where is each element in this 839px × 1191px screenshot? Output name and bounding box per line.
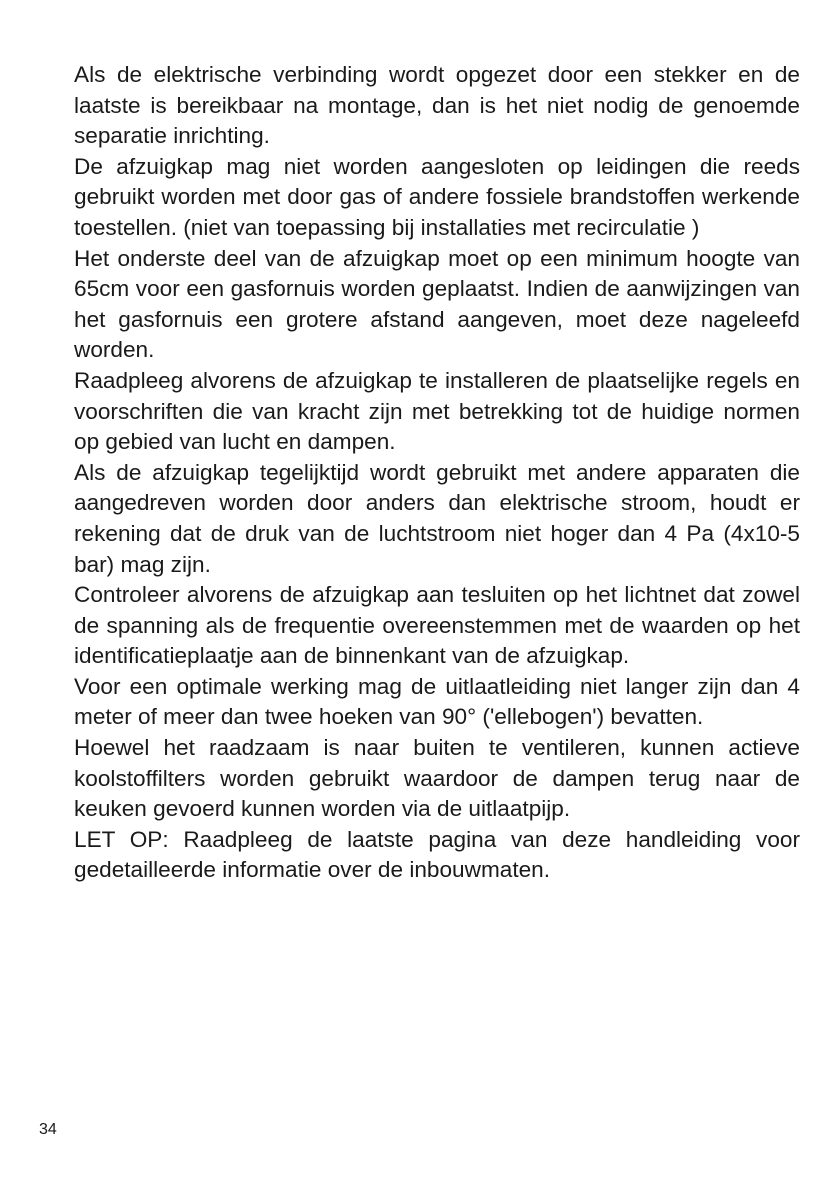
paragraph-local-regulations: Raadpleeg alvorens de afzuigkap te installeren de plaatselijke regels en voorschriften die van kracht zijn met betrekking tot de huidige normen op gebied van lucht en dampen.	[74, 367, 800, 455]
paragraph-electrical-connection: Als de elektrische verbinding wordt opgezet door een stekker en de laatste is bereikbaar na montage, dan is het niet nodig de genoemde separatie inrichting.	[74, 62, 800, 149]
paragraph-gas-ducts: De afzuigkap mag niet worden aangesloten op leidingen die reeds gebruikt worden met door gas of andere fossiele brandstoffen werkende toestellen. (niet van toepassing bij installaties met recirculatie )	[74, 153, 800, 240]
paragraph-voltage-check: Controleer alvorens de afzuigkap aan tesluiten op het lichtnet dat zowel de spanning als de frequentie overeenstemmen met de waarden op het identificatieplaatje aan de binnenkant van de afzuigkap.	[74, 582, 800, 669]
paragraph-air-pressure: Als de afzuigkap tegelijktijd wordt gebruikt met andere apparaten die aangedreven worden door anders dan elektrische stroom, houdt er rekening dat de druk van de luchtstroom niet hoger dan 4 Pa (4x10-5 bar) mag zijn.	[74, 459, 800, 577]
paragraph-attention-note: LET OP: Raadpleeg de laatste pagina van deze handleiding voor gedetailleerde informatie over de inbouwmaten.	[74, 826, 800, 883]
page-number: 34	[39, 1121, 57, 1138]
paragraph-exhaust-duct: Voor een optimale werking mag de uitlaatleiding niet langer zijn dan 4 meter of meer dan twee hoeken van 90° ('ellebogen') bevatten.	[74, 673, 800, 730]
paragraph-carbon-filters: Hoewel het raadzaam is naar buiten te ventileren, kunnen actieve koolstoffilters worden gebruikt waardoor de dampen terug naar de keuken gevoerd kunnen worden via de uitlaatpijp.	[74, 735, 800, 822]
body-text	[74, 60, 800, 886]
paragraph-minimum-height: Het onderste deel van de afzuigkap moet op een minimum hoogte van 65cm voor een gasfornuis worden geplaatst. Indien de aanwijzingen van het gasfornuis een grotere afstand aangeven, moet deze nageleefd worden.	[74, 245, 800, 363]
